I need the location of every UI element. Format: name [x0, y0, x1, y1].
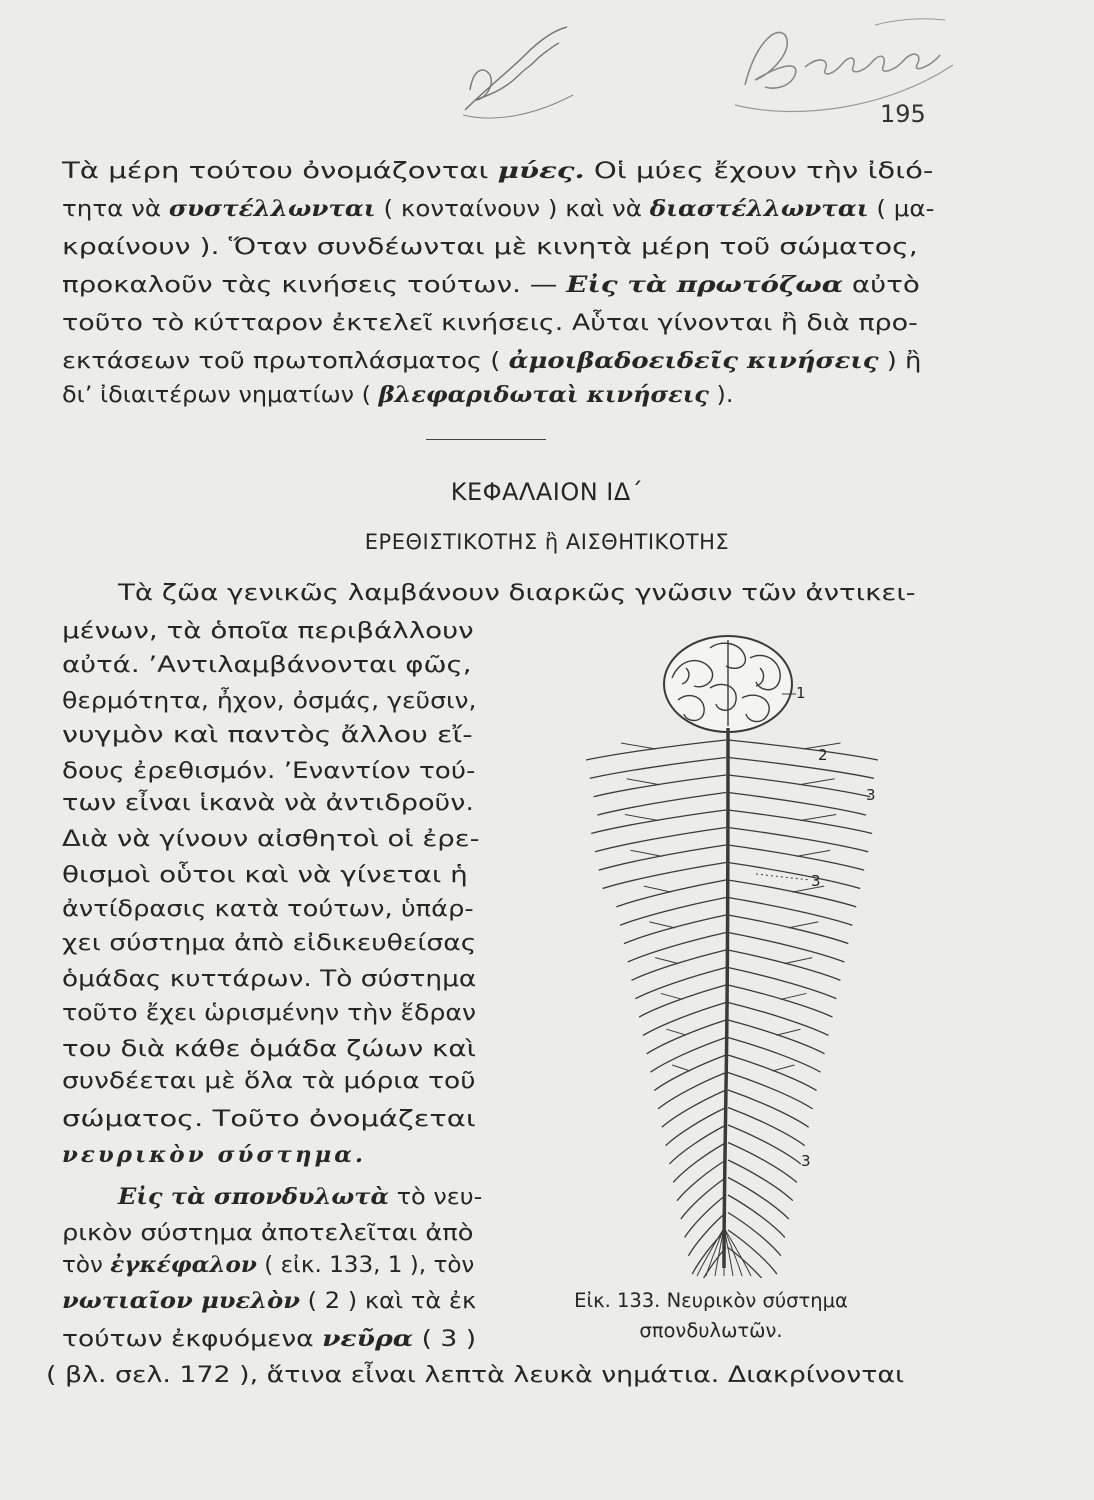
intro-line: [62, 380, 733, 410]
text-run: χει σύστημα ἀπὸ εἰδικευθείσας: [62, 930, 477, 956]
nerve-branch: [635, 968, 726, 999]
body-line: [62, 860, 468, 890]
body-line: [62, 964, 476, 994]
text-run: προκαλοῦν τὰς κινήσεις τούτων. —: [62, 272, 567, 298]
text-run: θερμότητα, ἦχον, ὀσμάς, γεῦσιν,: [62, 688, 477, 714]
nerve-branch: [603, 863, 726, 889]
signature-stamp-left: [455, 15, 585, 130]
figure-label-1: 1: [796, 684, 806, 702]
body-line: [62, 1066, 476, 1096]
text-run: δους ἐρεθισμόν. ’Εναντίον τού-: [62, 758, 476, 784]
nerve-branch: [673, 1143, 726, 1183]
text-run: του διὰ κάθε ὁμάδα ζώων καὶ: [62, 1036, 477, 1062]
nerve-branch: [728, 1073, 813, 1109]
nerve-branch: [728, 898, 852, 926]
nerve-twig: [796, 850, 830, 856]
text-run: μένων, τὰ ὁποῖα περιβάλλουν: [62, 618, 474, 644]
text-run: Οἱ μύες ἔχουν τὴν ἰδιό-: [584, 158, 934, 184]
text-run: συνδέεται μὲ ὅλα τὰ μόρια τοῦ: [62, 1068, 476, 1094]
nerve-branch: [728, 1195, 785, 1237]
nerve-branch: [620, 898, 726, 926]
spinal-cord: [724, 728, 728, 1268]
nerve-branch: [677, 1160, 726, 1201]
nerve-branch: [639, 985, 726, 1017]
nerve-branch: [599, 845, 726, 870]
emphasized-term: νευρικὸν σύστημα.: [62, 1142, 366, 1168]
nerve-twig: [667, 1029, 687, 1035]
section-divider: [426, 439, 546, 440]
text-run: τοῦτο τὸ κύτταρον ἐκτελεῖ κινήσεις. Αὗται γίνονται ἢ διὰ προ-: [62, 310, 918, 336]
text-run: τοῦτο ἔχει ὡρισμένην τὴν ἕδραν: [62, 1000, 477, 1026]
nerve-branch: [728, 758, 874, 779]
nerve-branch: [669, 1125, 726, 1164]
nervous-system-illustration: [560, 628, 890, 1278]
body-line: [62, 650, 471, 680]
text-run: ( 3 ): [413, 1326, 477, 1352]
page-number: 195: [880, 100, 926, 128]
text-run: αὐτά. ’Αντιλαμβάνονται φῶς,: [62, 652, 472, 678]
body-line: [62, 720, 473, 750]
nerve-twig: [788, 922, 818, 928]
text-run: σώματος. Τοῦτο ὀνομάζεται: [62, 1106, 476, 1132]
nerve-branch: [728, 1108, 805, 1146]
nerve-twig: [649, 922, 675, 928]
text-run: ).: [708, 382, 734, 408]
nerve-branch: [728, 985, 832, 1017]
nerve-branch: [728, 1090, 809, 1127]
nerve-branch: [728, 740, 878, 760]
text-run: ἀντίδρασις κατὰ τούτων, ὑπάρ-: [62, 896, 474, 922]
emphasized-term: νωτιαῖον μυελὸν: [62, 1288, 300, 1314]
text-run: θισμοὶ οὗτοι καὶ νὰ γίνεται ἡ: [62, 862, 468, 888]
body-line: [62, 1104, 476, 1134]
nerve-branch: [728, 1213, 781, 1256]
text-run: τὸ νευ-: [388, 1184, 483, 1210]
cauda-fiber: [724, 1228, 751, 1276]
body-line: [118, 1182, 482, 1212]
nerve-branch: [658, 1073, 726, 1109]
nerve-branch: [624, 915, 726, 944]
nerve-branch: [654, 1055, 726, 1091]
text-run: ( μα-: [868, 196, 935, 222]
body-line: [62, 894, 474, 924]
figure-label-3a: 3: [866, 786, 876, 804]
body-line: [62, 1034, 476, 1064]
nerve-twig: [625, 815, 659, 821]
figure-label-3c: 3: [801, 1152, 811, 1170]
text-run: ) ἢ: [878, 348, 922, 374]
nerve-branch: [728, 1020, 825, 1054]
nerve-branch: [728, 1003, 829, 1036]
emphasized-term: συστέλλωνται: [168, 196, 376, 222]
nerve-twig: [784, 958, 812, 964]
nerve-branch: [643, 1003, 726, 1036]
nerve-twig: [672, 1065, 690, 1071]
nerve-branch: [681, 1178, 726, 1220]
text-run: ὁμάδας κυττάρων. Τὸ σύστημα: [62, 966, 477, 992]
body-line: [62, 616, 474, 646]
figure-label-3b: 3: [811, 872, 821, 890]
body-line: [118, 578, 916, 608]
intro-line: [62, 270, 920, 300]
body-line: [46, 1360, 904, 1390]
text-run: κραίνουν ). Ὅταν συνδέωνται μὲ κινητὰ μέρη τοῦ σώματος,: [62, 234, 918, 260]
text-run: Τὰ μέρη τούτου ὀνομάζονται: [62, 158, 498, 184]
nerve-branch: [666, 1108, 726, 1146]
body-line: [62, 1324, 476, 1354]
intro-line: [62, 194, 934, 224]
nerve-branch: [728, 880, 856, 907]
intro-line: [62, 346, 921, 376]
text-run: Τὰ ζῶα γενικῶς λαμβάνουν διαρκῶς γνῶσιν τῶν ἀντικει-: [118, 580, 916, 606]
text-run: Διὰ νὰ γίνουν αἰσθητοὶ οἱ ἐρε-: [62, 826, 480, 852]
nerve-branch: [728, 1230, 777, 1274]
nerve-branch: [597, 793, 726, 816]
body-line: [62, 928, 476, 958]
nerve-branch: [616, 880, 726, 907]
emphasized-term: μύες.: [497, 158, 585, 184]
text-run: ( 2 ) καὶ τὰ ἐκ: [299, 1288, 477, 1314]
nerve-twig: [627, 779, 660, 785]
body-line: [62, 1218, 473, 1248]
intro-line: [62, 156, 933, 186]
body-line: [62, 824, 480, 854]
intro-line: [62, 308, 918, 338]
nerve-branch: [728, 775, 870, 797]
nerve-branch: [728, 1038, 821, 1073]
nerve-branch: [728, 1125, 801, 1164]
nerve-branch: [728, 968, 836, 999]
text-run: ( εἰκ. 133, 1 ), τὸν: [256, 1252, 475, 1278]
text-run: ( βλ. σελ. 172 ), ἅτινα εἶναι λεπτὰ λευκὰ νημάτια. Διακρίνονται: [46, 1362, 905, 1388]
emphasized-term: Εἰς τὰ σπονδυλωτὰ: [118, 1184, 389, 1210]
nerve-twig: [800, 815, 836, 821]
emphasized-term: Εἰς τὰ πρωτόζωα: [566, 272, 844, 298]
text-run: δι’ ἰδιαιτέρων νηματίων (: [62, 382, 379, 408]
body-line: [62, 1286, 476, 1316]
body-line: [62, 1140, 366, 1170]
nerve-branch: [590, 758, 726, 779]
text-run: ( κονταίνουν ) καὶ νὰ: [375, 196, 650, 222]
emphasized-term: βλεφαριδωταὶ κινήσεις: [378, 382, 709, 408]
body-line: [62, 998, 476, 1028]
nerve-branch: [728, 1248, 773, 1279]
figure-caption: [516, 1286, 906, 1346]
nerve-branch: [728, 863, 860, 889]
nerve-twig: [655, 958, 679, 964]
nerve-twig: [776, 1029, 800, 1035]
nerve-branch: [662, 1090, 726, 1127]
cauda-fiber: [724, 1228, 742, 1276]
nerve-branch: [728, 1178, 789, 1220]
figure-caption-line-2: σπονδυλωτῶν.: [639, 1319, 783, 1342]
nerve-branch: [647, 1020, 726, 1054]
intro-line: [62, 232, 918, 262]
emphasized-term: ἀμοιβαδοειδεῖς κινήσεις: [508, 348, 879, 374]
text-run: τητα νὰ: [62, 196, 169, 222]
nervous-system-figure: [560, 628, 890, 1282]
nerve-branch: [728, 1055, 817, 1091]
emphasized-term: διαστέλλωνται: [649, 196, 869, 222]
nerve-twig: [661, 993, 683, 999]
nerve-twig: [631, 850, 663, 856]
nerve-branch: [728, 845, 864, 870]
text-run: νυγμὸν καὶ παντὸς ἄλλου εἴ-: [62, 722, 473, 748]
figure-caption-line-1: Εἰκ. 133. Νευρικὸν σύστημα: [574, 1289, 848, 1312]
body-line: [62, 1250, 474, 1280]
nerve-twig: [780, 993, 806, 999]
nerve-branch: [586, 740, 726, 760]
chapter-title: ΚΕΦΑΛΑΙΟΝ ΙΔ΄: [450, 478, 644, 506]
nerve-branch: [650, 1038, 726, 1073]
text-run: τὸν: [62, 1252, 111, 1278]
nerve-twig: [644, 886, 671, 892]
cauda-fiber: [697, 1228, 724, 1276]
nerve-branch: [728, 1160, 793, 1201]
nerve-branch: [685, 1195, 726, 1237]
body-line: [62, 756, 475, 786]
emphasized-term: ἐγκέφαλον: [110, 1252, 257, 1278]
nerve-branch: [728, 1143, 797, 1183]
nerve-branch: [728, 793, 866, 816]
nerve-twig: [772, 1065, 794, 1071]
text-run: αὐτὸ: [843, 272, 920, 298]
nerve-branch: [594, 775, 726, 797]
body-line: [62, 686, 477, 716]
text-run: ρικὸν σύστημα ἀποτελεῖται ἀπὸ: [62, 1220, 474, 1246]
text-run: εκτάσεων τοῦ πρωτοπλάσματος (: [62, 348, 509, 374]
body-line: [62, 788, 474, 818]
text-run: τούτων ἐκφυόμενα: [62, 1326, 323, 1352]
chapter-subtitle: ΕΡΕΘΙΣΤΙΚΟΤΗΣ ἢ ΑΙΣΘΗΤΙΚΟΤΗΣ: [364, 530, 730, 554]
figure-label-2: 2: [818, 746, 828, 764]
nerve-twig: [621, 743, 656, 749]
emphasized-term: νεῦρα: [322, 1326, 414, 1352]
nerve-twig: [799, 779, 835, 785]
text-run: των εἶναι ἱκανὰ νὰ ἀντιδροῦν.: [62, 790, 474, 816]
